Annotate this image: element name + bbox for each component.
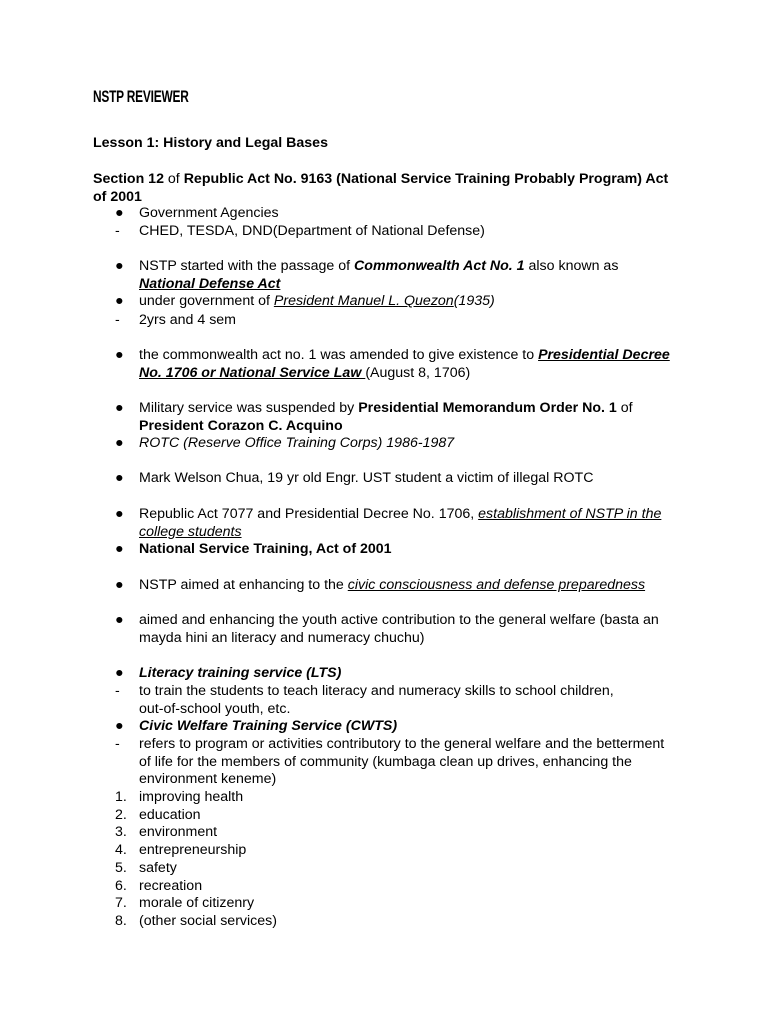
- bullet-marker: ●: [115, 665, 124, 681]
- numbered-item-text: (other social services): [139, 912, 277, 929]
- text-run: (August 8, 1706): [365, 364, 471, 381]
- text-run: Presidential Memorandum Order No. 1: [358, 400, 617, 416]
- list-item-text: ROTC (Reserve Office Training Corps) 1986-1987: [139, 435, 455, 451]
- text-run: NSTP started with the passage of: [139, 258, 355, 274]
- list-item-text: [139, 347, 679, 382]
- section-of: of: [163, 171, 184, 187]
- bullet-marker: ●: [115, 577, 124, 593]
- text-run: Republic Act 7077 and Presidential Decree No. 1706,: [139, 506, 479, 522]
- bullet-marker: ●: [115, 347, 124, 363]
- section-heading: [93, 170, 683, 206]
- number-marker: 1.: [115, 789, 127, 805]
- dash-marker: -: [115, 223, 120, 239]
- bullet-marker: ●: [115, 612, 124, 628]
- numbered-item-text: safety: [139, 859, 177, 876]
- text-run: establishment of NSTP in the college students: [139, 506, 662, 540]
- text-run: under government of: [139, 293, 274, 309]
- dash-marker: -: [115, 312, 120, 328]
- number-marker: 7.: [115, 895, 127, 911]
- number-marker: 8.: [115, 912, 127, 929]
- text-run: the commonwealth act no. 1 was amended to give existence to: [139, 347, 539, 363]
- text-run: National Defense Act: [139, 275, 281, 292]
- list-item-text: [139, 506, 679, 541]
- list-item-text: refers to program or activities contributory to the general welfare and the betterment of life for the members of community (kumbaga clean up drives, enhancing the environment keneme): [139, 736, 665, 787]
- list-item-text: [139, 400, 679, 435]
- text-run: also known as: [524, 258, 619, 274]
- list-item-text: Mark Welson Chua, 19 yr old Engr. UST student a victim of illegal ROTC: [139, 470, 594, 486]
- list-item-text: [139, 577, 679, 595]
- text-run: civic consciousness and defense preparedness: [347, 577, 646, 593]
- numbered-item-text: recreation: [139, 877, 203, 894]
- bullet-marker: ●: [115, 718, 124, 734]
- number-marker: 6.: [115, 877, 127, 894]
- section-act: Republic Act No. 9163 (National Service Training Probably Program) Act of 2001: [93, 171, 669, 205]
- text-run: Military service was suspended by: [139, 400, 359, 416]
- bullet-marker: ●: [115, 470, 124, 486]
- numbered-item-text: improving health: [139, 789, 244, 805]
- number-marker: 2.: [115, 806, 127, 823]
- bullet-marker: ●: [115, 400, 124, 416]
- list-item-text: Literacy training service (LTS): [139, 665, 342, 681]
- bullet-marker: ●: [115, 293, 124, 309]
- numbered-item-text: entrepreneurship: [139, 841, 247, 858]
- bullet-marker: ●: [115, 506, 124, 522]
- bullet-marker: ●: [115, 205, 124, 221]
- text-run: NSTP aimed at enhancing to the: [139, 577, 348, 593]
- list-item-text: 2yrs and 4 sem: [139, 312, 236, 328]
- list-item-text: [139, 258, 679, 293]
- text-run: President Manuel L. Quezon: [273, 293, 454, 309]
- list-item-text: Government Agencies: [139, 205, 279, 221]
- numbered-item-text: environment: [139, 824, 218, 840]
- section-number: Section 12: [93, 171, 164, 187]
- bullet-marker: ●: [115, 435, 124, 451]
- text-run: Presidential Decree No. 1706 or National Service Law: [139, 347, 670, 381]
- text-run: President Corazon C. Acquino: [139, 417, 343, 434]
- list-item-text: [139, 293, 679, 311]
- text-run: of: [616, 400, 633, 416]
- bullet-marker: ●: [115, 541, 124, 557]
- list-item-text: aimed and enhancing the youth active contribution to the general welfare (basta an mayda hini an literacy and numeracy chuchu): [139, 612, 659, 646]
- number-marker: 3.: [115, 824, 127, 840]
- list-item-text: to train the students to teach literacy and numeracy skills to school children, out-of-school youth, etc.: [139, 683, 614, 717]
- text-run: Commonwealth Act No. 1: [354, 258, 525, 274]
- list-item-text: National Service Training, Act of 2001: [139, 541, 392, 557]
- list-item-text: CHED, TESDA, DND(Department of National Defense): [139, 223, 485, 239]
- dash-marker: -: [115, 683, 120, 699]
- bullet-marker: ●: [115, 258, 124, 274]
- number-marker: 5.: [115, 859, 127, 876]
- text-run: (1935): [453, 293, 495, 309]
- dash-marker: -: [115, 736, 120, 752]
- number-marker: 4.: [115, 841, 127, 858]
- document-title: NSTP REVIEWER: [93, 87, 189, 106]
- list-item-text: Civic Welfare Training Service (CWTS): [139, 718, 398, 734]
- numbered-item-text: education: [139, 806, 201, 823]
- numbered-item-text: morale of citizenry: [139, 895, 255, 911]
- lesson-heading: Lesson 1: History and Legal Bases: [93, 135, 328, 151]
